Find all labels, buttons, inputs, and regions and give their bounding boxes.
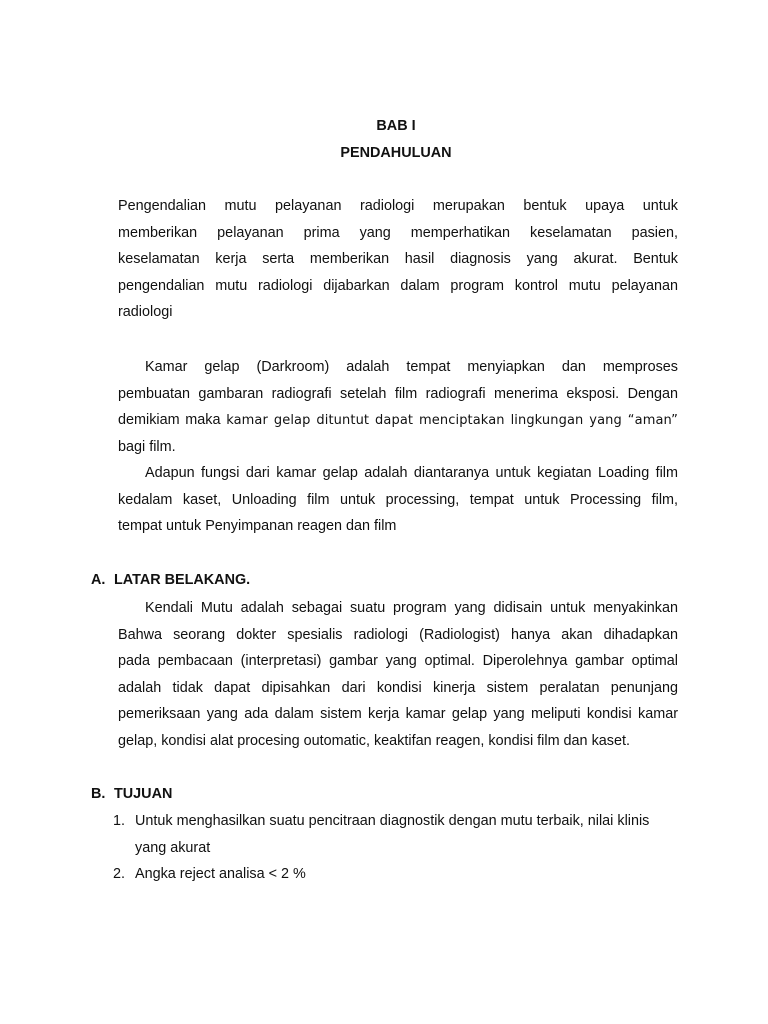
chapter-title: PENDAHULUAN bbox=[340, 145, 452, 161]
darkroom-line-part: demikiam maka bbox=[118, 412, 227, 429]
section-a-paragraph bbox=[118, 595, 678, 755]
intro-line: memberikan pelayanan prima yang memperhatikan keselamatan pasien, bbox=[118, 224, 678, 241]
intro-line: pengendalian mutu radiologi dijabarkan dalam program kontrol mutu pelayanan bbox=[118, 277, 678, 294]
list-item bbox=[113, 861, 683, 888]
intro-line: keselamatan kerja serta memberikan hasil diagnosis yang akurat. Bentuk bbox=[118, 251, 678, 268]
section-title: LATAR BELAKANG. bbox=[114, 572, 251, 588]
intro-line: radiologi bbox=[118, 304, 173, 321]
darkroom-line-mixed bbox=[118, 407, 678, 434]
objectives-list bbox=[113, 808, 683, 888]
darkroom-line: bagi film. bbox=[118, 438, 176, 455]
list-item-text: yang akurat bbox=[135, 839, 211, 856]
section-a-heading bbox=[91, 570, 250, 590]
function-line: kedalam kaset, Unloading film untuk processing, tempat untuk Processing film, bbox=[118, 491, 678, 508]
section-a-line: adalah tidak dapat dipisahkan dari kondisi kinerja sistem peralatan penunjang bbox=[118, 679, 678, 696]
section-a-line: Kendali Mutu adalah sebagai suatu program yang didisain untuk menyakinkan bbox=[145, 600, 678, 616]
function-line: tempat untuk Penyimpanan reagen dan film bbox=[118, 518, 397, 535]
darkroom-line: Kamar gelap (Darkroom) adalah tempat menyiapkan dan memproses bbox=[145, 359, 678, 375]
function-line: Adapun fungsi dari kamar gelap adalah diantaranya untuk kegiatan Loading film bbox=[145, 465, 678, 481]
list-item-text: Untuk menghasilkan suatu pencitraan diagnostik dengan mutu terbaik, nilai klinis bbox=[135, 813, 650, 829]
section-a-line: pemeriksaan yang ada dalam sistem kerja kamar gelap yang meliputi kondisi kamar bbox=[118, 706, 678, 723]
darkroom-paragraph bbox=[118, 354, 678, 460]
darkroom-line: pembuatan gambaran radiografi setelah film radiografi menerima eksposi. Dengan bbox=[118, 385, 678, 402]
section-b-heading bbox=[91, 784, 172, 804]
function-paragraph bbox=[118, 460, 678, 540]
intro-paragraph bbox=[118, 193, 678, 326]
section-title: TUJUAN bbox=[114, 786, 173, 802]
list-item-text: Angka reject analisa < 2 % bbox=[135, 866, 306, 883]
section-a-line: gelap, kondisi alat procesing outomatic, keaktifan reagen, kondisi film dan kaset. bbox=[118, 732, 630, 749]
section-a-line: Bahwa seorang dokter spesialis radiologi (Radiologist) hanya akan dihadapkan bbox=[118, 626, 678, 643]
section-letter: B. bbox=[91, 786, 106, 802]
list-number: 1. bbox=[113, 813, 126, 829]
list-item bbox=[113, 808, 683, 861]
list-number: 2. bbox=[113, 866, 126, 883]
intro-line: Pengendalian mutu pelayanan radiologi merupakan bentuk upaya untuk bbox=[118, 198, 678, 214]
chapter-number: BAB I bbox=[376, 118, 416, 134]
section-a-line: pada pembacaan (interpretasi) gambar yang optimal. Diperolehnya gambar optimal bbox=[118, 653, 678, 670]
darkroom-line-part: kamar gelap dituntut dapat menciptakan lingkungan yang “aman” bbox=[226, 413, 678, 429]
section-letter: A. bbox=[91, 572, 106, 588]
